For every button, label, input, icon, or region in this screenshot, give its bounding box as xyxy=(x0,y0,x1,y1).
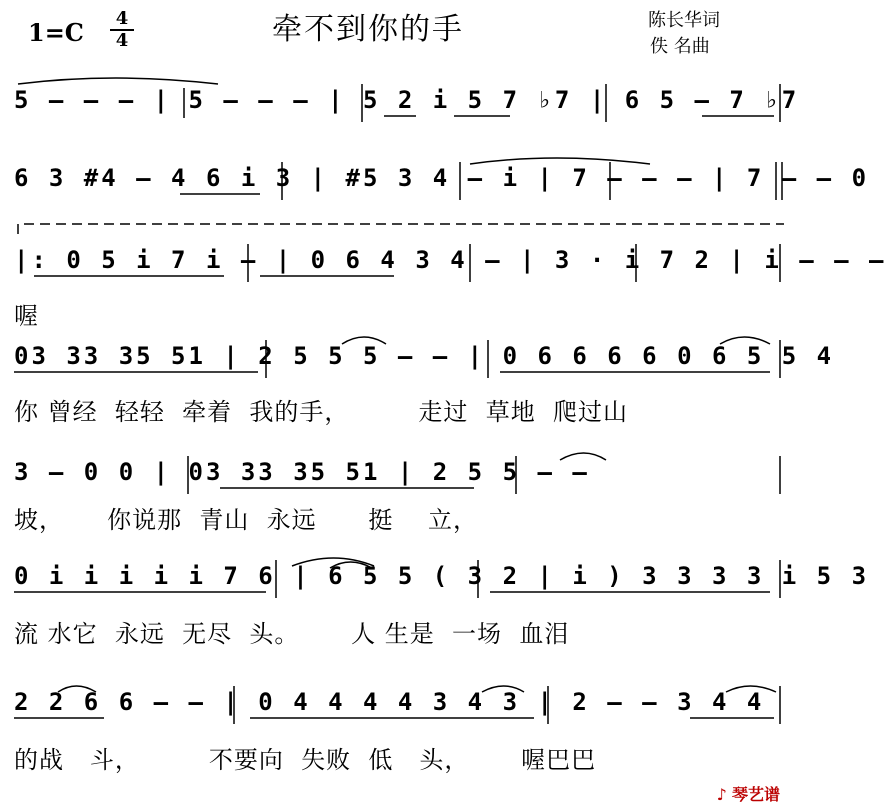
credits xyxy=(648,8,720,60)
time-signature xyxy=(110,10,134,50)
notes: 5 — — — | 5 — — — | 5 2 i 5 7 ♭7 | 6 5 — 7 ♭7 xyxy=(14,86,800,114)
score-row-2 xyxy=(14,156,870,202)
repeat-bracket-line xyxy=(14,214,784,238)
notes: 6 3 #4 — 4 6 i 3 | #5 3 4 — i | 7 — — — | 7 — — 0 xyxy=(14,164,870,192)
repeat-bracket xyxy=(14,214,784,238)
score-row-1 xyxy=(14,78,800,124)
notes: 2 2 6 6 — — | 0 4 4 4 4 3 4 3 | 2 — — 3 4 4 xyxy=(14,688,765,716)
site-logo xyxy=(717,782,780,805)
meter-bottom: 4 xyxy=(115,30,129,51)
score-row-7 xyxy=(14,680,784,726)
notes: 0 i i i i i 7 6 | 6 5 5 ( 3 2 | i ) 3 3 3 3 i 5 3 xyxy=(14,562,870,590)
notes: 3 — 0 0 | 03 33 35 51 | 2 5 5 — — xyxy=(14,458,590,486)
score-row-4 xyxy=(14,334,835,380)
lyrics-row-7: 的战 斗， 不要向 失败 低 头， 喔巴巴 xyxy=(14,746,597,774)
lyricist: 陈长华词 xyxy=(648,10,720,31)
notes: |: 0 5 i 7 i — | 0 6 4 3 4 — | 3 · i 7 2 | i — — — xyxy=(14,246,886,274)
lyrics-row-6: 流 水它 永远 无尽 头。 人 生是 一场 血泪 xyxy=(14,620,570,648)
song-title: 牵不到你的手 xyxy=(272,12,464,47)
lyrics-row-4: 你 曾经 轻轻 牵着 我的手， 走过 草地 爬过山 xyxy=(14,398,628,426)
lyrics-row-3: 喔 xyxy=(14,302,39,330)
key-signature: 1=C xyxy=(28,18,84,47)
score-row-6 xyxy=(14,554,870,600)
score-row-5 xyxy=(14,450,784,496)
logo-icon: ♪ xyxy=(716,785,727,804)
logo-label: 琴艺谱 xyxy=(731,785,780,804)
composer: 佚 名曲 xyxy=(650,36,710,57)
lyrics-row-5: 坡， 你说那 青山 永远 挺 立， xyxy=(14,506,478,534)
meter-top: 4 xyxy=(115,8,129,29)
score-row-3 xyxy=(14,238,886,284)
notes: 03 33 35 51 | 2 5 5 5 — — | 0 6 6 6 6 0 6 5 5 4 xyxy=(14,342,835,370)
